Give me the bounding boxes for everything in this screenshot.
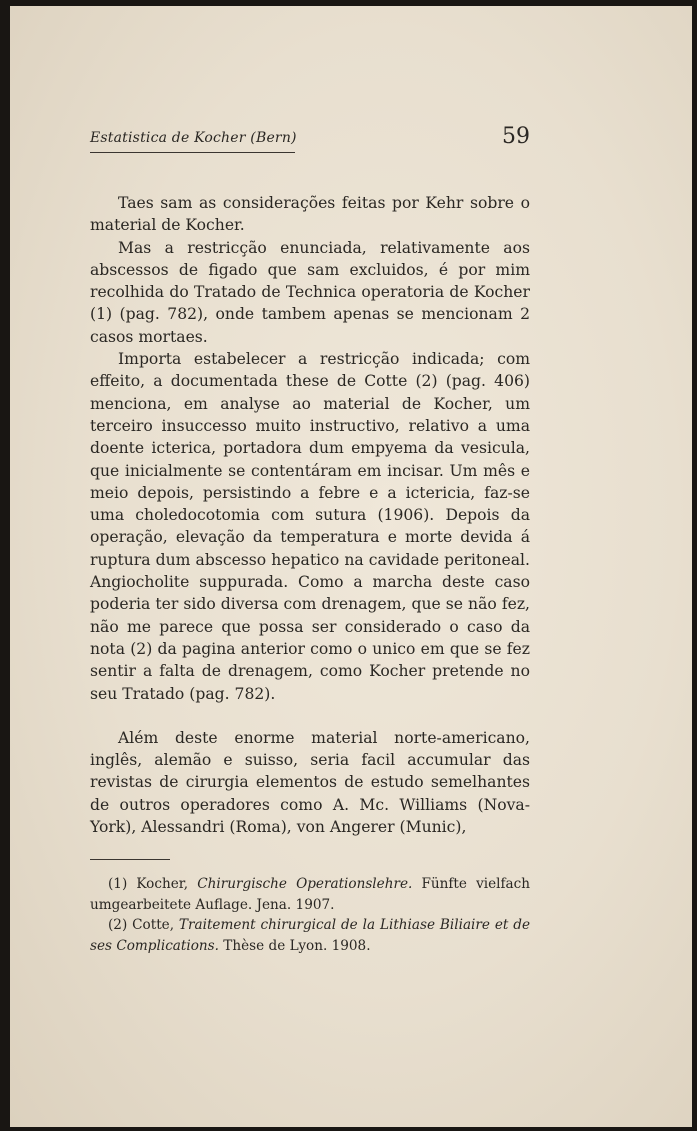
footnote-1-title: Chirurgische Operationslehre.	[197, 876, 413, 892]
book-page	[10, 6, 692, 1127]
footnote-2-prefix: (2) Cotte,	[108, 917, 179, 933]
paragraph-2: Mas a restricção enunciada, relativamente aos abscessos de figado que sam excluidos, é por mim recolhida do Tratado de Technica operatoria de Kocher (1) (pag. 782), onde tambem apenas se mencionam 2 casos mortaes.	[90, 238, 530, 346]
body-text	[90, 192, 530, 838]
footnote-2-title: Traitement chirurgical de la Lithiase Biliaire et de ses Complications.	[90, 917, 530, 954]
footnote-1-rest: Fünfte vielfach umgearbeitete Auflage. Jena. 1907.	[90, 876, 530, 913]
footnote-1-prefix: (1) Kocher,	[108, 876, 198, 892]
paragraph-3: Importa estabelecer a restricção indicada; com effeito, a documentada these de Cotte (2) (pag. 406) menciona, em analyse ao material de Kocher, um terceiro insuccesso muito instructivo, relativo a uma doente icterica, portadora dum empyema da vesicula, que inicialmente se contentáram em incisar. Um mês e meio depois, persistindo a febre e a ictericia, faz-se uma choledocotomia com sutura (1906). Depois da operação, elevação da temperatura e morte devida á ruptura dum abscesso hepatico na cavidade peritoneal. Angiocholite suppurada. Como a marcha deste caso poderia ter sido diversa com drenagem, que se não fez, não me parece que possa ser considerado o caso da nota (2) da pagina anterior como o unico em que se fez sentir a falta de drenagem, como Kocher pretende no seu Tratado (pag. 782).	[90, 350, 530, 703]
paragraph-4: Além deste enorme material norte-americano, inglês, alemão e suisso, seria facil accumular das revistas de cirurgia elementos de estudo semelhantes de outros operadores como A. Mc. Williams (Nova-York), Alessandri (Roma), von Angerer (Munic),	[90, 728, 530, 837]
page-number: 59	[502, 124, 530, 149]
footnote-rule	[90, 859, 170, 860]
footnote-2	[90, 915, 530, 956]
paragraph-1: Taes sam as considerações feitas por Kehr sobre o material de Kocher.	[90, 194, 530, 235]
running-title: Estatistica de Kocher (Bern)	[90, 130, 297, 146]
footnote-1	[90, 874, 530, 915]
header-rule	[90, 152, 295, 153]
footnote-2-rest: Thèse de Lyon. 1908.	[218, 937, 371, 954]
footnotes	[90, 874, 530, 956]
running-header	[90, 124, 530, 164]
